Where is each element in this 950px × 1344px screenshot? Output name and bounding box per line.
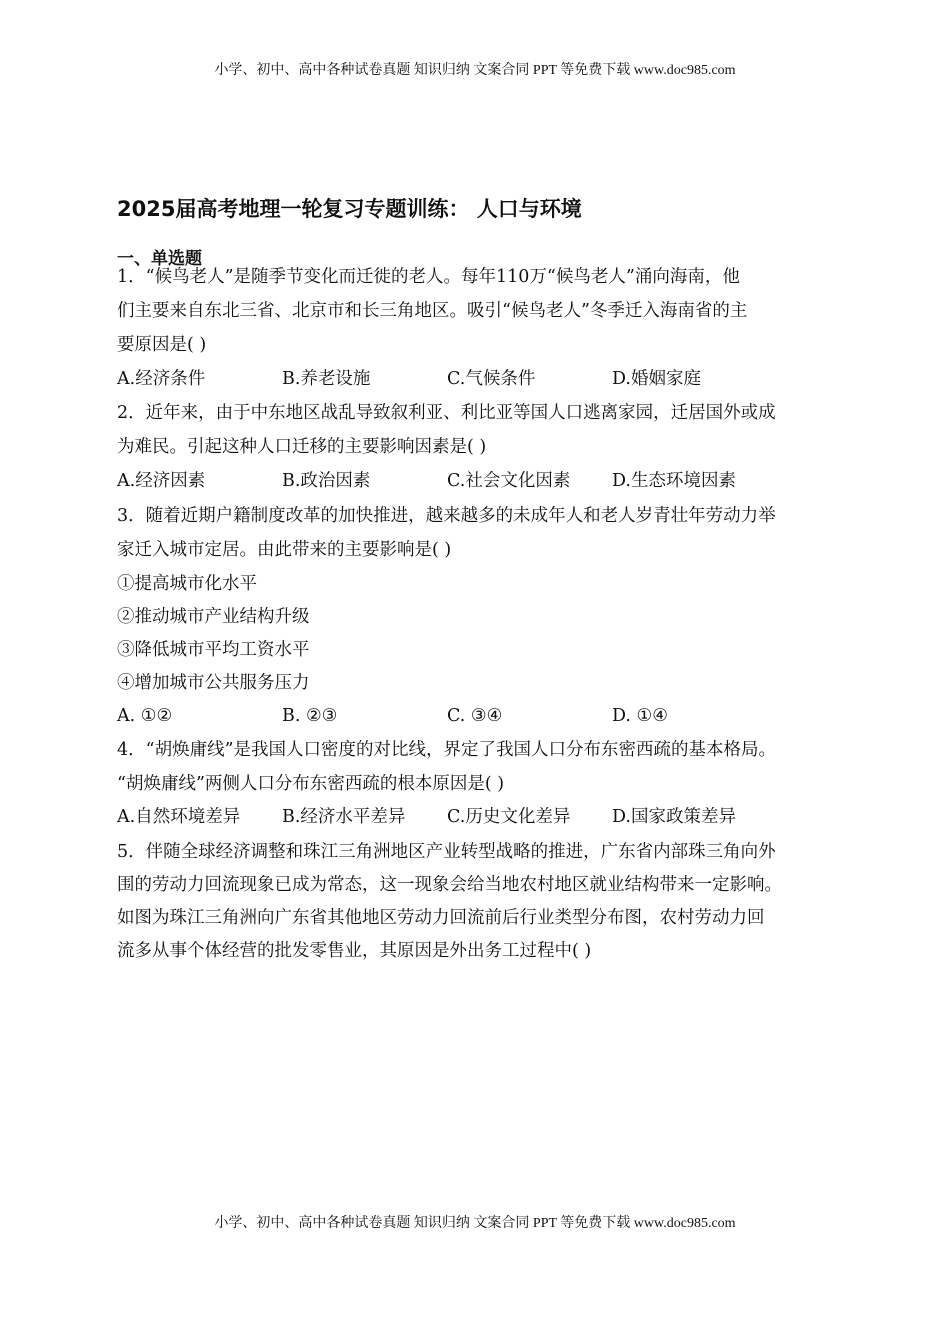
question-1-line: 1．“候鸟老人”是随季节变化而迁徙的老人。每年110万“候鸟老人”涌向海南，他 xyxy=(117,267,740,287)
question-3-item: ②推动城市产业结构升级 xyxy=(117,607,310,627)
question-5-line: 5．伴随全球经济调整和珠江三角洲地区产业转型战略的推进，广东省内部珠三角向外 xyxy=(117,842,776,862)
q2-option-c: C.社会文化因素 xyxy=(447,471,571,491)
q1-option-c: C.气候条件 xyxy=(447,369,536,389)
q2-option-a: A.经济因素 xyxy=(117,471,206,491)
q3-option-c: C. ③④ xyxy=(447,706,503,726)
question-4-line: “胡焕庸线”两侧人口分布东密西疏的根本原因是( ) xyxy=(117,774,505,794)
question-1-line: 要原因是( ) xyxy=(117,335,207,355)
q4-option-c: C.历史文化差异 xyxy=(447,807,571,827)
question-3-line: 家迁入城市定居。由此带来的主要影响是( ) xyxy=(117,540,452,560)
question-3-line: 3．随着近期户籍制度改革的加快推进，越来越多的未成年人和老人岁青壮年劳动力举 xyxy=(117,506,776,526)
question-3-item: ③降低城市平均工资水平 xyxy=(117,640,310,660)
question-4-line: 4．“胡焕庸线”是我国人口密度的对比线，界定了我国人口分布东密西疏的基本格局。 xyxy=(117,740,777,760)
q1-option-d: D.婚姻家庭 xyxy=(612,369,701,389)
question-5-line: 围的劳动力回流现象已成为常态，这一现象会给当地农村地区就业结构带来一定影响。 xyxy=(117,875,782,895)
q3-option-d: D. ①④ xyxy=(612,706,668,726)
question-5-line: 如图为珠江三角洲向广东省其他地区劳动力回流前后行业类型分布图，农村劳动力回 xyxy=(117,908,765,928)
question-3-item: ①提高城市化水平 xyxy=(117,574,257,594)
q4-option-d: D.国家政策差异 xyxy=(612,807,736,827)
question-1-line: 们主要来自东北三省、北京市和长三角地区。吸引“候鸟老人”冬季迁入海南省的主 xyxy=(117,301,748,321)
page-header: 小学、初中、高中各种试卷真题 知识归纳 文案合同 PPT 等免费下载 www.doc985.com xyxy=(214,63,736,78)
question-2-line: 为难民。引起这种人口迁移的主要影响因素是( ) xyxy=(117,437,487,457)
page-title: 2025届高考地理一轮复习专题训练： 人口与环境 xyxy=(117,197,582,221)
q4-option-a: A.自然环境差异 xyxy=(117,807,241,827)
q1-option-b: B.养老设施 xyxy=(282,369,371,389)
q2-option-b: B.政治因素 xyxy=(282,471,371,491)
q1-option-a: A.经济条件 xyxy=(117,369,206,389)
q4-option-b: B.经济水平差异 xyxy=(282,807,406,827)
q3-option-a: A. ①② xyxy=(117,706,173,726)
question-5-line: 流多从事个体经营的批发零售业，其原因是外出务工过程中( ) xyxy=(117,941,592,961)
q3-option-b: B. ②③ xyxy=(282,706,338,726)
section-heading: 一、单选题 xyxy=(117,249,202,269)
q2-option-d: D.生态环境因素 xyxy=(612,471,736,491)
question-2-line: 2．近年来，由于中东地区战乱导致叙利亚、利比亚等国人口逃离家园，迁居国外或成 xyxy=(117,403,776,423)
question-3-item: ④增加城市公共服务压力 xyxy=(117,673,310,693)
page-footer: 小学、初中、高中各种试卷真题 知识归纳 文案合同 PPT 等免费下载 www.doc985.com xyxy=(214,1216,736,1231)
